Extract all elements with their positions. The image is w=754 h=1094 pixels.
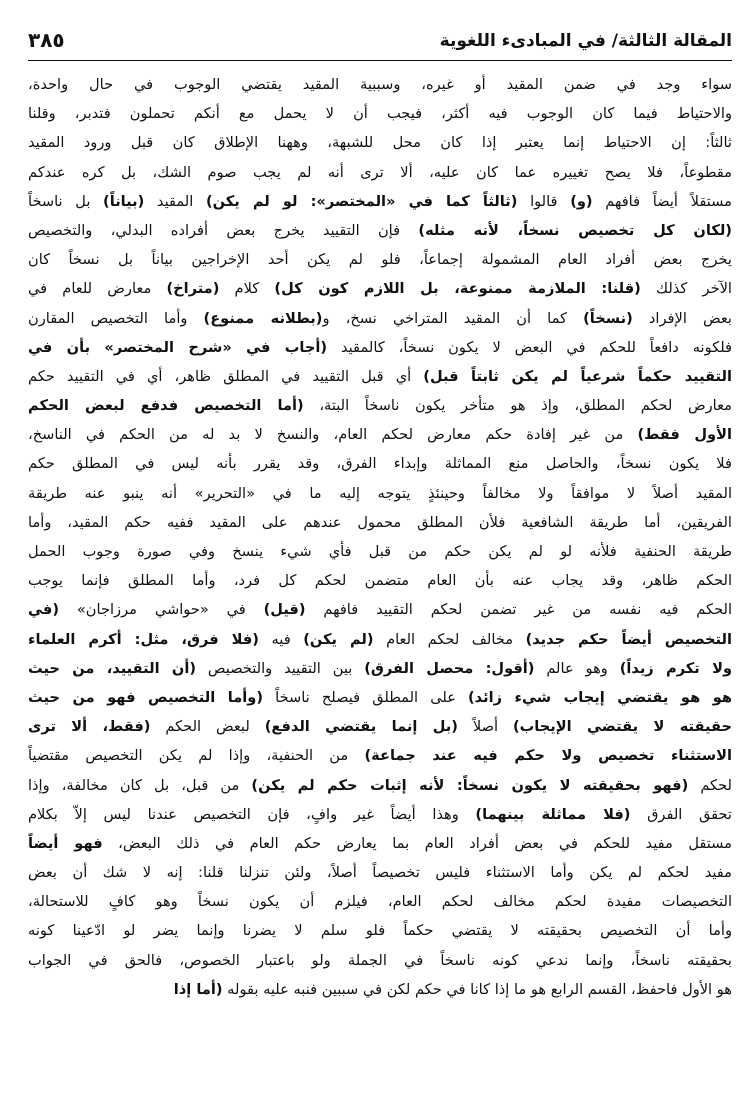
- text-line: [28, 128, 732, 157]
- page-number: ٣٨٥: [28, 28, 65, 52]
- bold-matn-text: (بطلانه ممنوع): [203, 309, 323, 327]
- bold-matn-text: التقييد حكماً شرعياً لم يكن ثابتاً قبل): [423, 367, 732, 385]
- text-line: [28, 391, 732, 420]
- commentary-text: من قبل، بل كان مخالفة، وإذا: [28, 776, 252, 794]
- commentary-text: بين التقييد والتخصيص: [196, 659, 365, 677]
- commentary-text: بل ناسخاً: [28, 192, 104, 210]
- bold-matn-text: (أقول: محصل الفرق): [364, 659, 535, 677]
- commentary-text: الفريقين، أما طريقة الشافعية فلأن المطلق محمول عندهم على المقيد ففيه حكم المقيد، وأما: [28, 513, 732, 531]
- commentary-text: في «حواشي مرزاجان»: [59, 601, 264, 619]
- bold-matn-text: (لم يكن): [303, 630, 374, 648]
- bold-matn-text: (أجاب في «شرح المختصر» بأن في: [28, 338, 328, 356]
- text-line: [28, 654, 732, 683]
- text-line: [28, 800, 732, 829]
- commentary-text: على المطلق فيصلح ناسخاً: [263, 688, 468, 706]
- commentary-text: الحكم فيه نفسه من غير تضمن لحكم التقييد فافهم: [305, 601, 732, 619]
- text-line: [28, 829, 732, 858]
- text-line: [28, 245, 732, 274]
- commentary-text: أي قبل التقييد في المطلق ظاهر، أي في التقييد حكم: [28, 367, 424, 385]
- commentary-text: فلا يكون نسخاً، والحاصل منع المماثلة وإبداء الفرق، وقد يقرر بأنه ليس في المطلق حكم: [28, 455, 732, 473]
- text-line: [28, 858, 732, 887]
- commentary-text: سواء وجد في ضمن المقيد أو غيره، وسببية المقيد يقتضي الوجوب في حال واحدة،: [28, 76, 732, 93]
- bold-matn-text: (فلا مماثلة بينهما): [475, 805, 631, 823]
- text-line: [28, 887, 732, 916]
- commentary-text: من غير إفادة حكم معارض لحكم العام، والنسخ لا بد له من الحكم في الناسخ،: [28, 426, 638, 444]
- commentary-text: ثالثاً: إن الاحتياط إنما يعتبر إذا كان محل للشبهة، وههنا الإطلاق كان قبل ورود المقيد: [28, 134, 732, 152]
- commentary-text: معارض لحكم المطلق، وإذ هو متأخر يكون ناسخاً البتة،: [303, 397, 732, 415]
- text-line: [28, 741, 732, 770]
- text-line: [28, 508, 732, 537]
- bold-matn-text: التخصيص أيضاً حكم جديد): [525, 630, 732, 648]
- text-line: [28, 216, 732, 245]
- commentary-text: بعض الإفراد: [632, 309, 732, 327]
- commentary-text: والاحتياط فيما كان الوجوب فيه أكثر، فيجب أن لا يحمل مع أنكم تحملون فتدبر، وقلنا: [28, 105, 732, 123]
- text-line: [28, 333, 732, 362]
- bold-matn-text: الأول فقط): [637, 426, 732, 444]
- bold-matn-text: (فلا فرق، مثل: أكرم العلماء: [28, 630, 259, 648]
- commentary-text: معارض للعام في: [28, 280, 167, 298]
- text-line: [28, 683, 732, 712]
- text-line: [28, 99, 732, 128]
- commentary-text: فلكونه دافعاً للحكم في البعض لا يكون نسخاً، كالمقيد: [327, 338, 732, 356]
- text-line: [28, 274, 732, 303]
- text-line: [28, 449, 732, 478]
- bold-matn-text: حقيقته لا يقتضي الإيجاب): [512, 718, 732, 736]
- chapter-title: المقالة الثالثة/ في المبادىء اللغوية: [439, 31, 732, 51]
- bold-matn-text: (نسخاً): [583, 309, 633, 327]
- commentary-text: التخصيصات مفيدة لحكم مخالف لحكم العام، فيلزم أن يكون نسخاً وهو كافٍ للاستحالة،: [28, 893, 732, 911]
- text-line: [28, 712, 732, 741]
- text-line: [28, 420, 732, 449]
- text-line: [28, 916, 732, 945]
- bold-matn-text: فهو أيضاً: [28, 834, 103, 852]
- bold-matn-text: (في: [28, 601, 59, 619]
- text-line: [28, 595, 732, 624]
- bold-matn-text: هو هو يقتضي إيجاب شيء زائد): [468, 688, 732, 706]
- commentary-text: المقيد أصلاً لا موافقاً ولا مخالفاً وحينئذٍ يتوجه إليه ما في «التحرير» أنه ينبو عنه طريقة: [28, 484, 732, 502]
- bold-matn-text: (بل إنما يقتضي الدفع): [264, 718, 458, 736]
- commentary-text: فإن التقييد يخرج بعض أفراده البدلي، والتخصيص: [28, 221, 419, 239]
- text-line: [28, 946, 732, 975]
- commentary-text: من الحنفية، وإذا لم يكن التخصيص مقتضياً: [28, 747, 365, 765]
- commentary-text: أصلاً: [457, 718, 513, 736]
- text-line: [28, 771, 732, 800]
- bold-matn-text: (أما إذا: [173, 980, 223, 998]
- commentary-text: الحكم ظاهر، وقد يجاب عنه بأن العام متضمن لحكم كل فرد، وأما المطلق فإنما يوجب: [28, 572, 732, 590]
- commentary-text: بحقيقته ناسخاً، وإنما ندعي كونه ناسخاً في الجملة ولو باعتبار الخصوص، فالحق في الجواب: [28, 951, 732, 969]
- bold-matn-text: (متراخ): [166, 280, 220, 298]
- bold-matn-text: (فقط، ألا ترى: [28, 718, 151, 736]
- body-text: [28, 70, 732, 1004]
- commentary-text: تحقق الفرق: [630, 805, 732, 823]
- bold-matn-text: (قيل): [263, 601, 306, 619]
- bold-matn-text: (ثالثاً كما في «المختصر»: لو لم يكن): [205, 192, 518, 210]
- commentary-text: وأما التخصيص المقارن: [28, 309, 204, 327]
- commentary-text: مستقل مفيد للحكم في بعض أفراد العام بما يعارض حكم العام في ذلك البعض،: [102, 834, 732, 852]
- commentary-text: مستقلاً أيضاً فافهم: [592, 192, 732, 210]
- running-header: [28, 22, 732, 61]
- bold-matn-text: الاستثناء تخصيص ولا حكم فيه عند جماعة): [364, 747, 732, 765]
- commentary-text: وهو عالم: [534, 659, 620, 677]
- text-line: [28, 362, 732, 391]
- commentary-text: يخرج بعض أفراد العام المشمولة إجماعاً، فلو لم يكن أحد الإخراجين بياناً بل نسخاً كان: [28, 251, 732, 269]
- commentary-text: الآخر كذلك: [640, 280, 732, 298]
- text-line: [28, 975, 732, 1004]
- text-line: [28, 158, 732, 187]
- bold-matn-text: (و): [570, 192, 593, 210]
- commentary-text: وهذا أيضاً غير وافٍ، فإن التخصيص عندنا ليس إلاّ بكلام: [28, 805, 476, 823]
- text-line: [28, 187, 732, 216]
- bold-matn-text: (أن التقييد، من حيث: [28, 659, 197, 677]
- commentary-text: لبعض الحكم: [150, 718, 265, 736]
- commentary-text: لحكم: [688, 776, 732, 794]
- commentary-text: طريقة الحنفية فلأنه لو لم يكن حكم من قبل فأي شيء ينسخ وفي صورة وجوب الحمل: [28, 543, 732, 560]
- text-line: [28, 479, 732, 508]
- book-page: [28, 22, 732, 1082]
- bold-matn-text: ولا تكرم زيداً): [619, 659, 732, 677]
- commentary-text: مقطوعاً، فلا يصح تغييره عما كان عليه، ألا ترى أنه لم يجب صوم الشك، بل كره عندكم: [28, 163, 732, 181]
- bold-matn-text: (لكان كل تخصيص نسخاً، لأنه مثله): [418, 221, 732, 239]
- text-line: [28, 537, 732, 566]
- text-line: [28, 566, 732, 595]
- bold-matn-text: (فهو بحقيقته لا يكون نسخاً: لأنه إثبات حكم لم يكن): [251, 776, 689, 794]
- commentary-text: مفيد لحكم لم يكن وأما الاستثناء فليس تخصيصاً أصلاً، ولئن تنزلنا قلنا: إنه لا شك أن بعض: [28, 864, 732, 882]
- bold-matn-text: (أما التخصيص فدفع لبعض الحكم: [28, 397, 304, 415]
- bold-matn-text: (وأما التخصيص فهو من حيث: [28, 688, 264, 706]
- commentary-text: وأما أن التخصيص بحقيقته لا يقتضي حكماً فلو سلم لا يضرنا وإنما يضر لو ادّعينا كونه: [28, 922, 732, 940]
- bold-matn-text: (بياناً): [103, 192, 145, 210]
- commentary-text: المقيد: [144, 192, 206, 210]
- commentary-text: مخالف لحكم العام: [373, 630, 526, 648]
- commentary-text: كما أن المقيد المتراخي نسخ، و: [322, 309, 584, 327]
- commentary-text: كلام: [219, 280, 275, 298]
- text-line: [28, 625, 732, 654]
- commentary-text: فيه: [258, 630, 304, 648]
- bold-matn-text: (قلنا: الملازمة ممنوعة، بل اللازم كون كل): [274, 280, 641, 298]
- commentary-text: قالوا: [517, 192, 571, 210]
- commentary-text: هو الأول فاحفظ، القسم الرابع هو ما إذا كانا في حكم لكن في سببين فنبه عليه بقوله: [222, 980, 732, 998]
- text-line: [28, 70, 732, 99]
- text-line: [28, 304, 732, 333]
